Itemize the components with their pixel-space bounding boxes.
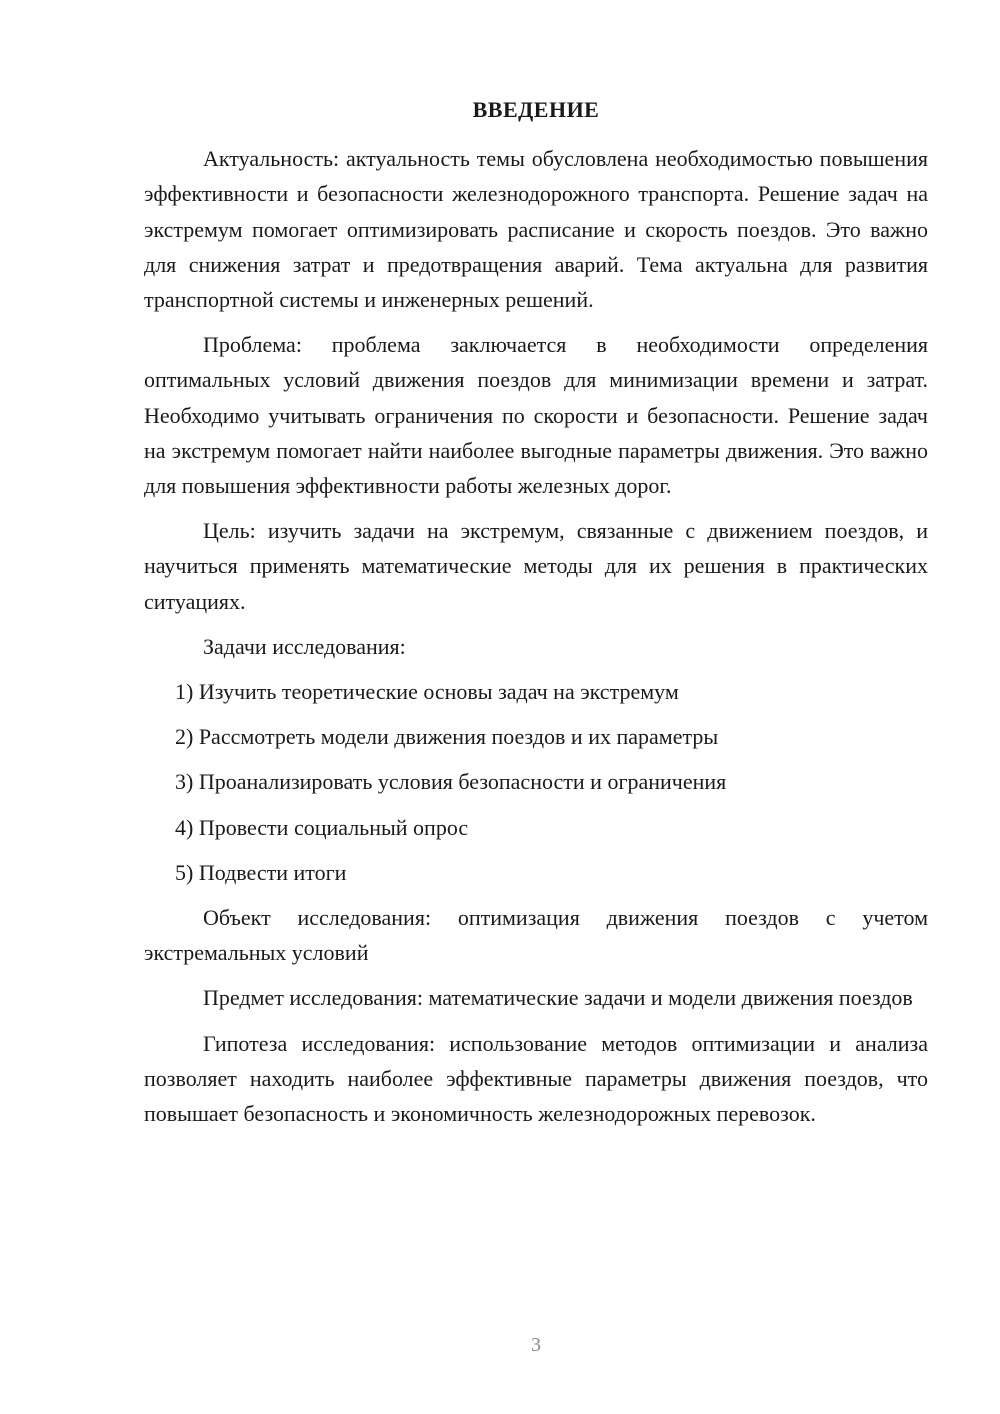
task-item: 5) Подвести итоги: [175, 859, 347, 885]
problem-paragraph: Проблема: проблема заключается в необходимости определения оптимальных условий движения поездов для минимизации времени и затрат. Необходимо учитывать ограничения по скорости и безопасности. Решение задач на экстремум помогает найти наиболее выгодные параметры движения. Это важно для повышения эффективности работы железных дорог.: [144, 332, 928, 499]
task-item: 4) Провести социальный опрос: [175, 814, 469, 840]
relevance-paragraph: Актуальность: актуальность темы обусловлена необходимостью повышения эффективности и безопасности железнодорожного транспорта. Решение задач на экстремум помогает оптимизировать расписание и скорость поездов. Это важно для снижения затрат и предотвращения аварий. Тема актуальна для развития транспортной системы и инженерных решений.: [144, 146, 928, 313]
task-item: 2) Рассмотреть модели движения поездов и их параметры: [175, 724, 719, 750]
page-title: ВВЕДЕНИЕ: [472, 97, 600, 122]
object-paragraph: Объект исследования: оптимизация движения поездов с учетом экстремальных условий: [144, 905, 928, 966]
goal-paragraph: Цель: изучить задачи на экстремум, связанные с движением поездов, и научиться применять математические методы для их решения в практических ситуациях.: [144, 518, 928, 614]
subject-paragraph: Предмет исследования: математические задачи и модели движения поездов: [203, 985, 913, 1011]
tasks-heading: Задачи исследования:: [203, 633, 406, 659]
task-list: [144, 674, 928, 890]
hypothesis-paragraph: Гипотеза исследования: использование методов оптимизации и анализа позволяет находить наиболее эффективные параметры движения поездов, что повышает безопасность и экономичность железнодорожных перевозок.: [144, 1030, 928, 1127]
task-item: 1) Изучить теоретические основы задач на экстремум: [175, 679, 679, 705]
page-number: 3: [531, 1334, 541, 1356]
task-item: 3) Проанализировать условия безопасности и ограничения: [175, 769, 727, 795]
document-page: [144, 92, 928, 1141]
